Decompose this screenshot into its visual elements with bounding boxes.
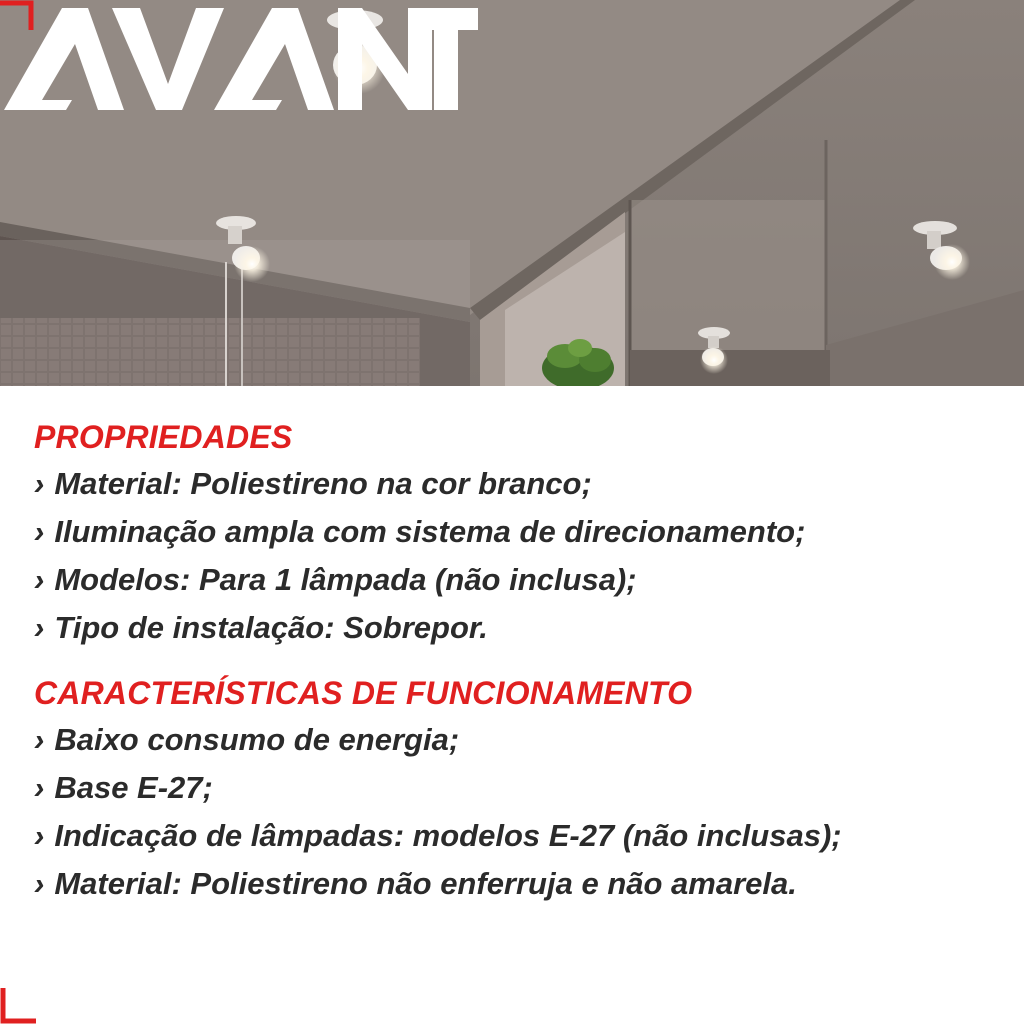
- list-item: [34, 764, 1014, 812]
- list-item-text: Modelos: Para 1 lâmpada (não inclusa);: [54, 562, 637, 597]
- list-item: [34, 860, 1014, 908]
- list-item-text: Baixo consumo de energia;: [54, 722, 460, 757]
- chevron-right-icon: ›: [34, 514, 45, 549]
- ceiling-spotlights-photo: [0, 0, 1024, 386]
- list-item: [34, 556, 1014, 604]
- list-item-text: Base E-27;: [54, 770, 213, 805]
- avant-logo: [0, 0, 480, 114]
- list-item-text: Material: Poliestireno não enferruja e não amarela.: [54, 866, 797, 901]
- list-item-text: Material: Poliestireno na cor branco;: [54, 466, 592, 501]
- section-caracteristicas: [34, 670, 1014, 908]
- section-propriedades: [34, 414, 1014, 652]
- list-item-text: Iluminação ampla com sistema de direcionamento;: [54, 514, 806, 549]
- list-item: [34, 460, 1014, 508]
- chevron-right-icon: ›: [34, 818, 45, 853]
- chevron-right-icon: ›: [34, 866, 45, 901]
- section-title: PROPRIEDADES: [34, 419, 293, 455]
- list-item: [34, 604, 1014, 652]
- list-item: [34, 716, 1014, 764]
- chevron-right-icon: ›: [34, 610, 45, 645]
- chevron-right-icon: ›: [34, 562, 45, 597]
- list-item: [34, 812, 1014, 860]
- chevron-right-icon: ›: [34, 770, 45, 805]
- corner-bracket-bottom-left-icon: [0, 988, 36, 1024]
- section-title: CARACTERÍSTICAS DE FUNCIONAMENTO: [34, 675, 693, 711]
- list-item-text: Tipo de instalação: Sobrepor.: [54, 610, 488, 645]
- list-item: [34, 508, 1014, 556]
- product-specs: [34, 414, 1014, 908]
- chevron-right-icon: ›: [34, 722, 45, 757]
- chevron-right-icon: ›: [34, 466, 45, 501]
- list-item-text: Indicação de lâmpadas: modelos E-27 (não inclusas);: [54, 818, 842, 853]
- corner-bracket-top-right-icon: [0, 0, 34, 30]
